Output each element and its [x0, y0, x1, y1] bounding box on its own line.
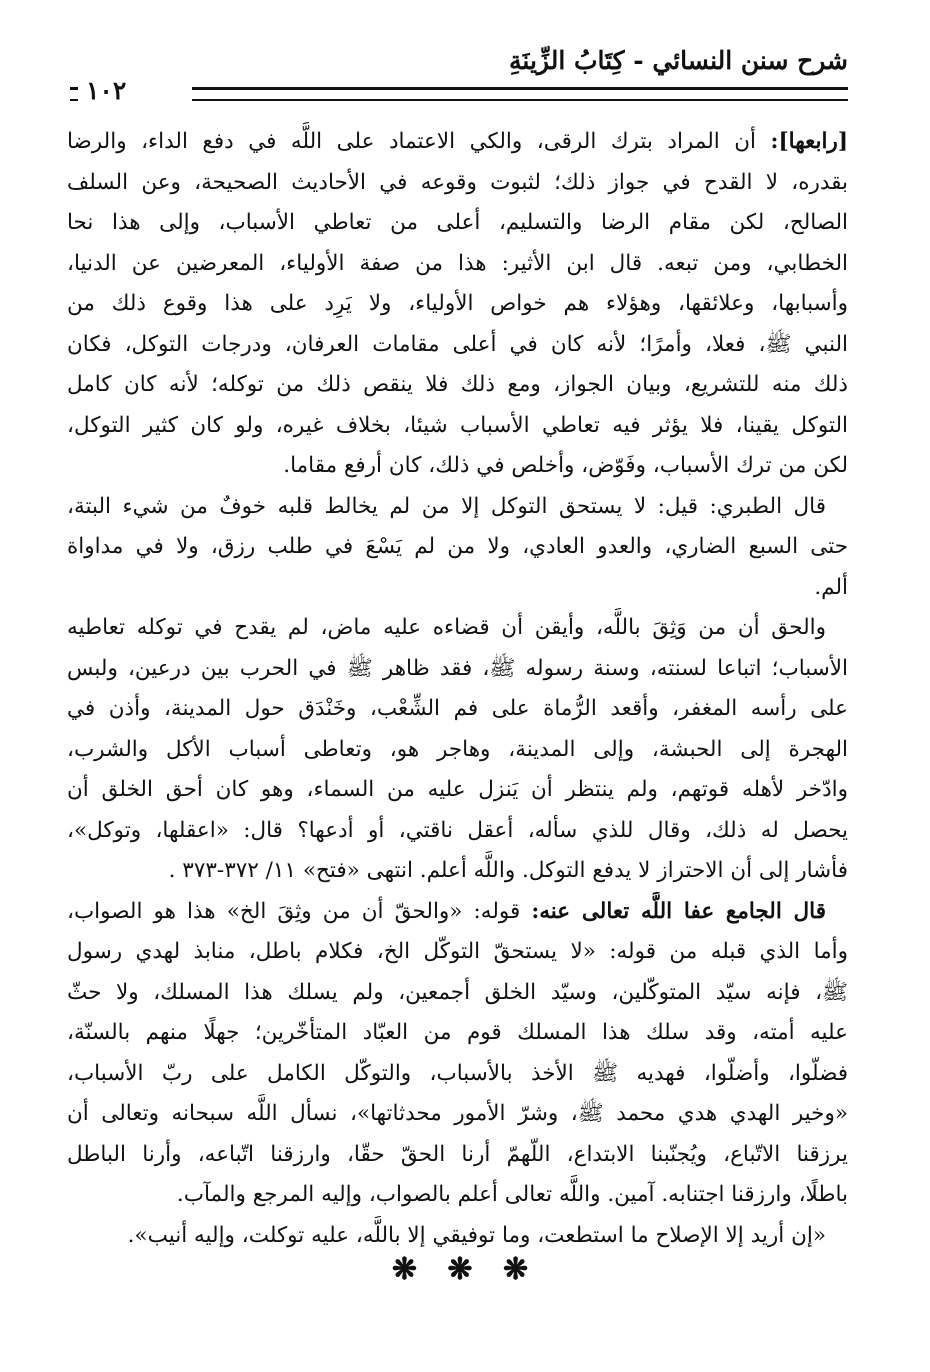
text-line — [67, 122, 848, 163]
page-number: ١٠٢ — [80, 78, 132, 104]
text-line — [67, 365, 848, 406]
text-line — [67, 811, 848, 852]
text-line — [67, 487, 848, 528]
text-line — [67, 1135, 848, 1176]
line-text: وأما الذي قبله من قوله: «لا يستحقّ التوكّل الخ، فكلام باطل، منابذ لهدي رسول — [67, 939, 848, 964]
line-text: وأسبابها، وعلائقها، وهؤلاء هم خواص الأولياء، ولا يَرِد على هذا وقوع ذلك من — [67, 291, 848, 316]
section-separator: ❋ ❋ ❋ — [391, 1252, 539, 1287]
text-line — [67, 1094, 848, 1135]
line-text: والحق أن من وَثِقَ باللَّه، وأيقن أن قضاءه عليه ماض، لم يقدح في توكله تعاطيه — [67, 615, 826, 640]
line-text: ذلك منه للتشريع، وبيان الجواز، ومع ذلك فلا ينقص ذلك من توكله؛ لأنه كان كامل — [67, 372, 848, 397]
bold-lead: قال الجامع عفا اللَّه تعالى عنه: — [531, 898, 826, 924]
line-text: قال الطبري: قيل: لا يستحق التوكل إلا من لم يخالط قلبه خوفٌ من شيء البتة، — [67, 493, 826, 519]
line-text: فأشار إلى أن الاحتراز لا يدفع التوكل. واللَّه أعلم. انتهى «فتح» ١١/ ٣٧٢-٣٧٣ . — [168, 858, 848, 883]
page-body — [67, 122, 848, 1256]
line-text: الصالح، لكن مقام الرضا والتسليم، أعلى من تعاطي الأسباب، وإلى هذا نحا — [67, 210, 848, 235]
line-text: بقدره، لا القدح في جواز ذلك؛ لثبوت وقوعه في الأحاديث الصحيحة، وعن السلف — [67, 169, 848, 195]
line-text: النبي ﷺ، فعلا، وأمرًا؛ لأنه كان في أعلى مقامات العرفان، ودرجات التوكل، فكان — [67, 331, 848, 357]
header-rule-left — [70, 87, 78, 101]
running-title: شرح سنن النسائي - كِتَابُ الزِّينَةِ — [509, 46, 848, 75]
line-text: فضلّوا، وأضلّوا، فهديه ﷺ الأخذ بالأسباب، والتوكّل الكامل على ربّ الأسباب، — [67, 1060, 848, 1086]
line-text: وادّخر لأهله قوتهم، ولم ينتظر أن يَنزل عليه من السماء، وهو كان أحق الخلق أن — [67, 777, 848, 802]
text-line — [67, 608, 848, 649]
page-header — [70, 44, 848, 104]
text-line — [67, 163, 848, 204]
text-line — [67, 932, 848, 973]
text-line — [67, 203, 848, 244]
text-line — [67, 851, 848, 892]
line-text: ألم. — [814, 574, 848, 600]
text-line — [67, 406, 848, 447]
line-text: الخطابي، ومن تبعه. قال ابن الأثير: هذا من صفة الأولياء، المعرضين عن الدنيا، — [67, 250, 848, 276]
line-text: «إن أريد إلا الإصلاح ما استطعت، وما توفيقي إلا باللَّه، عليه توكلت، وإليه أنيب». — [127, 1222, 826, 1248]
text-line — [67, 1216, 848, 1257]
text-line — [67, 1054, 848, 1095]
line-text: حتى السبع الضاري، والعدو العادي، ولا من لم يَسْعَ في طلب رزق، ولا في مداواة — [67, 534, 848, 559]
line-text: قوله: «والحقّ أن من وثِقَ الخ» هذا هو الصواب، — [67, 898, 532, 924]
line-text: يحصل له ذلك، وقال للذي سأله، أعقل ناقتي، أو أدعها؟ قال: «اعقلها، وتوكل»، — [67, 817, 848, 843]
text-line — [67, 284, 848, 325]
line-text: أن المراد بترك الرقى، والكي الاعتماد على اللَّه في دفع الداء، والرضا — [67, 129, 771, 154]
text-line — [67, 244, 848, 285]
text-line — [67, 689, 848, 730]
line-text: على رأسه المغفر، وأقعد الرُّماة على فم الشِّعْب، وخَنْدَق حول المدينة، وأذن في — [67, 696, 848, 721]
text-line — [67, 568, 848, 609]
line-text: التوكل يقينا، فلا يؤثر فيه تعاطي الأسباب شيئا، بخلاف غيره، ولو كان كثير التوكل، — [67, 412, 848, 438]
text-line — [67, 892, 848, 933]
line-text: لكن من ترك الأسباب، وفَوّض، وأخلص في ذلك، كان أرفع مقاما. — [283, 453, 848, 478]
text-line — [67, 325, 848, 366]
line-text: ﷺ، فإنه سيّد المتوكّلين، وسيّد الخلق أجمعين، ولم يسلك هذا المسلك، ولا حثّ — [67, 979, 848, 1005]
line-text: الهجرة إلى الحبشة، وإلى المدينة، وهاجر هو، وتعاطى أسباب الأكل والشرب، — [67, 736, 848, 762]
line-text: «وخير الهدي هدي محمد ﷺ، وشرّ الأمور محدثاتها»، نسأل اللَّه سبحانه وتعالى أن — [67, 1101, 848, 1126]
line-text: الأسباب؛ اتباعا لسنته، وسنة رسوله ﷺ، فقد ظاهر ﷺ في الحرب بين درعين، ولبس — [67, 655, 848, 681]
text-line — [67, 973, 848, 1014]
bold-lead: [رابعها]: — [770, 129, 848, 154]
text-line — [67, 1175, 848, 1216]
line-text: عليه أمته، وقد سلك هذا المسلك قوم من العبّاد المتأخّرين؛ جهلًا منهم بالسنّة، — [67, 1020, 848, 1045]
text-line — [67, 730, 848, 771]
header-rule — [192, 87, 848, 101]
text-line — [67, 527, 848, 568]
text-line — [67, 770, 848, 811]
text-line — [67, 446, 848, 487]
line-text: باطلًا، وارزقنا اجتنابه. آمين. واللَّه تعالى أعلم بالصواب، وإليه المرجع والمآب. — [176, 1182, 848, 1207]
line-text: يرزقنا الاتّباع، ويُجنّبنا الابتداع، اللّهمّ أرنا الحقّ حقّا، وارزقنا اتّباعه، وأرنا الباطل — [67, 1141, 848, 1167]
text-line — [67, 649, 848, 690]
text-line — [67, 1013, 848, 1054]
